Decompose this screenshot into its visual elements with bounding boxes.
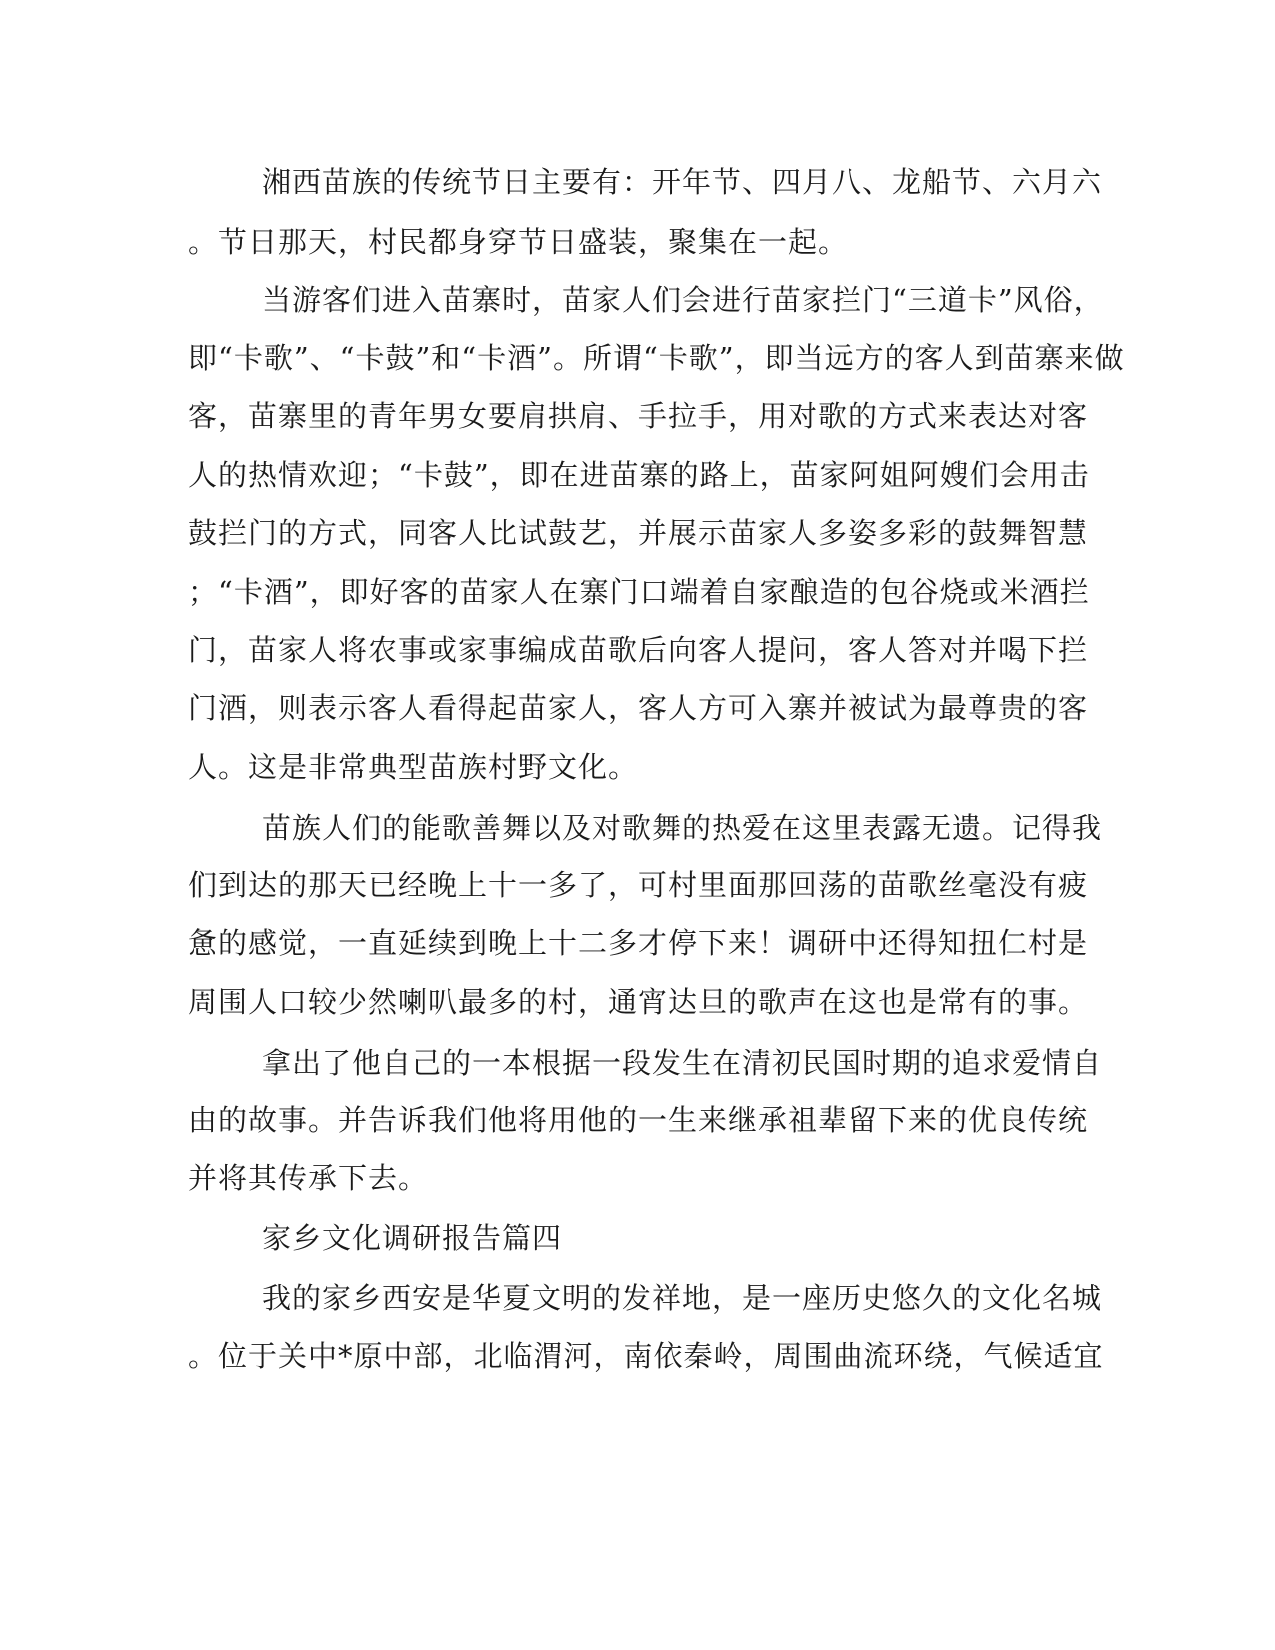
text-line: 门，苗家人将农事或家事编成苗歌后向客人提问，客人答对并喝下拦 <box>188 633 1089 667</box>
text-line: 客，苗寨里的青年男女要肩拱肩、手拉手，用对歌的方式来表达对客 <box>188 399 1089 433</box>
text-line: 苗族人们的能歌善舞以及对歌舞的热爱在这里表露无遗。记得我 <box>262 811 1103 845</box>
text-line: 人。这是非常典型苗族村野文化。 <box>188 750 639 784</box>
text-line: 当游客们进入苗寨时，苗家人们会进行苗家拦门“三道卡”风俗， <box>262 283 1104 317</box>
text-line: 湘西苗族的传统节日主要有：开年节、四月八、龙船节、六月六 <box>262 165 1103 199</box>
text-line: ；“卡酒”，即好客的苗家人在寨门口端着自家酿造的包谷烧或米酒拦 <box>188 575 1090 609</box>
text-line: 并将其传承下去。 <box>188 1161 429 1195</box>
text-line: 我的家乡西安是华夏文明的发祥地，是一座历史悠久的文化名城 <box>262 1281 1103 1315</box>
text-line: 惫的感觉，一直延续到晚上十二多才停下来！调研中还得知扭仁村是 <box>188 926 1089 960</box>
text-line: 拿出了他自己的一本根据一段发生在清初民国时期的追求爱情自 <box>262 1046 1103 1080</box>
text-line: 人的热情欢迎；“卡鼓”，即在进苗寨的路上，苗家阿姐阿嫂们会用击 <box>188 458 1090 492</box>
section-heading: 家乡文化调研报告篇四 <box>262 1221 563 1255</box>
text-line: 。位于关中*原中部，北临渭河，南依秦岭，周围曲流环绕，气候适宜 <box>188 1339 1104 1373</box>
text-line: 即“卡歌”、“卡鼓”和“卡酒”。所谓“卡歌”，即当远方的客人到苗寨来做 <box>188 341 1125 375</box>
text-line: 鼓拦门的方式，同客人比试鼓艺，并展示苗家人多姿多彩的鼓舞智慧 <box>188 516 1089 550</box>
text-line: 们到达的那天已经晚上十一多了，可村里面那回荡的苗歌丝毫没有疲 <box>188 868 1089 902</box>
text-line: 由的故事。并告诉我们他将用他的一生来继承祖辈留下来的优良传统 <box>188 1103 1089 1137</box>
text-line: 门酒，则表示客人看得起苗家人，客人方可入寨并被试为最尊贵的客 <box>188 691 1089 725</box>
text-line: 周围人口较少然喇叭最多的村，通宵达旦的歌声在这也是常有的事。 <box>188 985 1089 1019</box>
text-line: 。节日那天，村民都身穿节日盛装，聚集在一起。 <box>188 225 849 259</box>
